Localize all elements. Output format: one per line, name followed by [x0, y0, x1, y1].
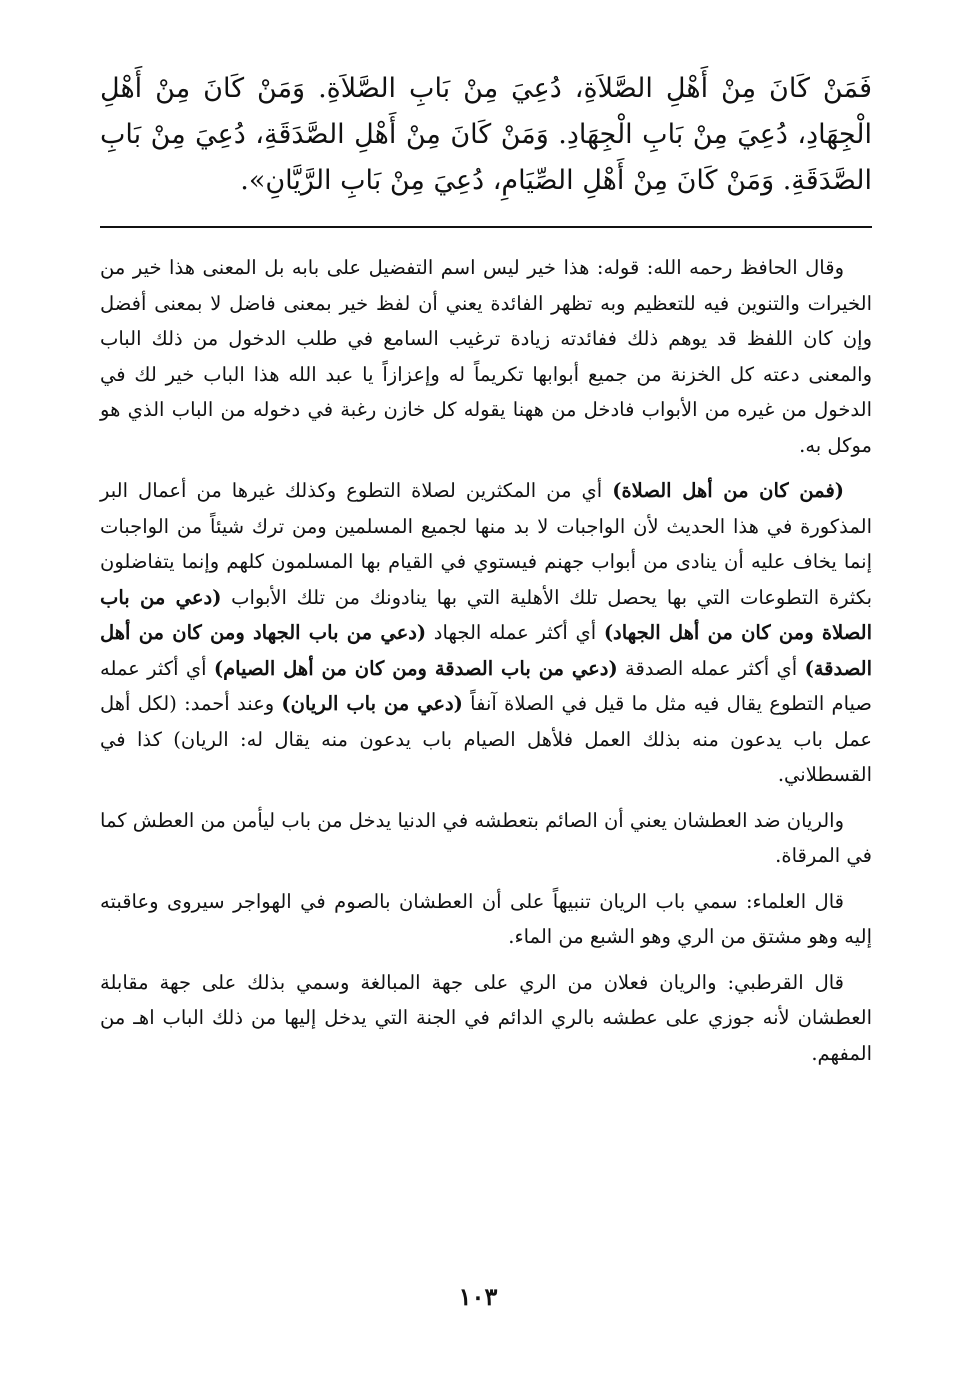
commentary-text: أي أكثر عمله الجهاد — [426, 621, 604, 644]
quoted-hadith-phrase: (فمن كان من أهل الصلاة) — [612, 479, 844, 502]
commentary-text: أي من المكثرين لصلاة التطوع وكذلك غيرها من أعمال البر المذكورة في هذا الحديث لأن الواجبات لا بد منها لجميع المسلمين ومن ترك شيئاً من الواجبات إنما يخاف عليه أن ينادى من أبواب جهنم فيستوي في القيام بها المسلمون كلهم وإنما يتفاضلون بكثرة التطوعات التي بها يحصل تلك الأهلية التي بها ينادونك من تلك الأبواب — [100, 479, 872, 609]
quoted-hadith-phrase: (دعي من باب الصلاة ومن كان من أهل الجهاد) — [100, 585, 872, 644]
page-number: ١٠٣ — [458, 1282, 498, 1311]
commentary-text: أي أكثر عمله الصدقة — [617, 656, 805, 680]
quoted-hadith-phrase: (دعي من باب الصدقة ومن كان من أهل الصيام) — [213, 656, 618, 680]
commentary-text-5: قال القرطبي: والريان فعلان من الري على جهة المبالغة وسمي بذلك على جهة مقابلة العطشان لأنه جوزي على عطشه بالري الدائم في الجنة التي يدخل إليها من ذلك الباب اهـ من المفهم. — [100, 970, 872, 1065]
commentary-paragraph-1 — [100, 250, 872, 463]
quoted-hadith-phrase: (دعي من باب الجهاد ومن كان من أهل الصدقة) — [100, 621, 872, 680]
page-body — [100, 66, 872, 1081]
commentary-text-1: وقال الحافظ رحمه الله: قوله: هذا خير ليس اسم التفضيل على بابه بل المعنى هذا خير من الخيرات والتنوين فيه للتعظيم وبه تظهر الفائدة يعني أن لفظ خير بمعنى فاضل لا بمعنى أفضل وإن كان اللفظ قد يوهم ذلك ففائدته زيادة ترغيب السامع في طلب الدخول من ذلك الباب والمعنى دعته كل الخزنة من جميع أبوابها تكريماً له وإعزازاً يا عبد الله هذا الباب خير لك في الدخول من غيره من الأبواب فادخل من ههنا يقوله كل خازن رغبة في دخوله من الباب الذي هو موكل به. — [100, 256, 872, 457]
separator-rule — [100, 226, 872, 228]
commentary-paragraph-5 — [100, 965, 872, 1072]
commentary-paragraph-4 — [100, 884, 872, 955]
commentary-text-3: والريان ضد العطشان يعني أن الصائم بتعطشه في الدنيا يدخل من باب ليأمن من العطش كما في المرقاة. — [100, 808, 872, 867]
commentary-text: وعند أحمد: (لكل أهل عمل باب يدعون منه بذلك العمل فلأهل الصيام باب يدعون منه يقال له: الريان) كذا في القسطلاني. — [100, 692, 872, 786]
commentary-text-4: قال العلماء: سمي باب الريان تنبيهاً على أن العطشان بالصوم في الهواجر سيروى وعاقبته إليه وهو مشتق من الري وهو الشبع من الماء. — [100, 889, 872, 948]
hadith-text: فَمَنْ كَانَ مِنْ أَهْلِ الصَّلاَةِ، دُعِيَ مِنْ بَابِ الصَّلاَةِ. وَمَنْ كَانَ مِنْ أَهْلِ الْجِهَادِ، دُعِيَ مِنْ بَابِ الْجِهَادِ. وَمَنْ كَانَ مِنْ أَهْلِ الصَّدَقَةِ، دُعِيَ مِنْ بَابِ الصَّدَقَةِ. وَمَنْ كَانَ مِنْ أَهْلِ الصِّيَامِ، دُعِيَ مِنْ بَابِ الرَّيَّانِ». — [100, 73, 872, 196]
commentary-text: أي أكثر عمله صيام التطوع يقال فيه مثل ما قيل في الصلاة آنفاً — [100, 656, 872, 715]
quoted-hadith-phrase: (دعي من باب الريان) — [281, 692, 463, 715]
commentary-paragraph-2 — [100, 473, 872, 793]
commentary-paragraph-3 — [100, 803, 872, 874]
